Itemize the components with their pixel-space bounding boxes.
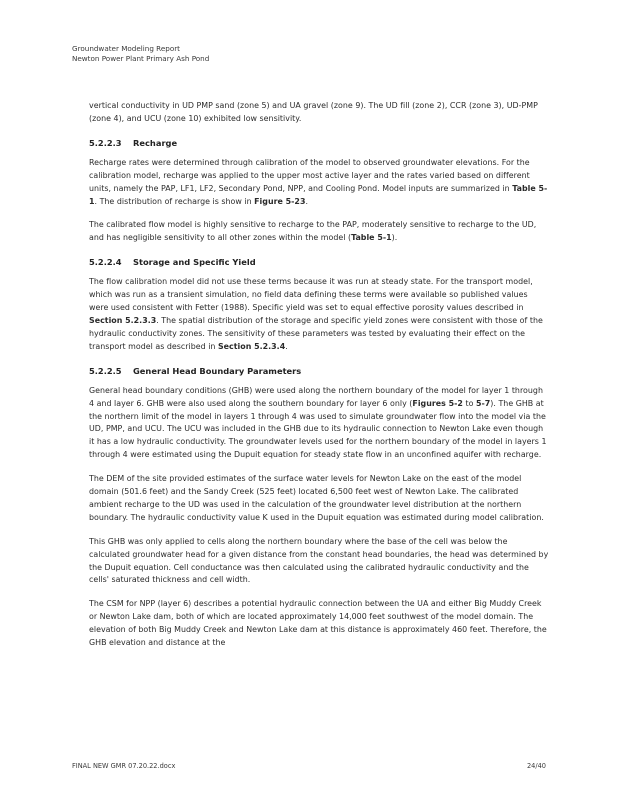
section-5-2-2-3-heading [89, 137, 549, 149]
section-title: Recharge [133, 137, 178, 148]
text-run: The flow calibration model did not use these terms because it was run at steady state. For the transport model, which was run as a transient simulation, no field data defining these terms were available so published values were used consistent with Fetter (1988). Specific yield was set to equal effective porosity values described in [89, 277, 533, 313]
figure-reference: 5-7 [475, 398, 491, 408]
figure-reference: Figures 5-2 [412, 398, 463, 408]
text-run: . [305, 196, 308, 206]
text-run: Recharge rates were determined through calibration of the model to observed groundwater elevations. For the calibration model, recharge was applied to the upper most active layer and the rates varied based on different units, namely the PAP, LF1, LF2, Secondary Pond, NPP, and Cooling Pond. Model inputs are summarized in [89, 157, 530, 193]
body-text [89, 100, 549, 661]
section-5-2-2-4-heading [89, 256, 549, 268]
ghb-paragraph-3: This GHB was only applied to cells along the northern boundary where the base of the cell was below the calculated groundwater head for a given distance from the constant head boundaries, the head was determined by the Dupuit equation. Cell conductance was then calculated using the calibrated hydraulic conductivity and the cells' saturated thickness and cell width. [89, 536, 549, 585]
text-run: . The spatial distribution of the storage and specific yield zones were consistent with those of the hydraulic conductivity zones. The sensitivity of these parameters was tested by evaluating their effect on the transport model as described in [89, 315, 543, 351]
storage-paragraph-1 [89, 276, 549, 353]
table-reference: Table 5-1 [89, 183, 548, 206]
section-title: General Head Boundary Parameters [133, 365, 302, 376]
ghb-paragraph-4: The CSM for NPP (layer 6) describes a potential hydraulic connection between the UA and either Big Muddy Creek or Newton Lake dam, both of which are located approximately 14,000 feet southwest of the model domain. The elevation of both Big Muddy Creek and Newton Lake dam at this distance is approximately 460 feet. Therefore, the GHB elevation and distance at the [89, 599, 547, 648]
text-run: ). The GHB at the northern limit of the model in layers 1 through 4 was used to simulate groundwater flow into the model via the UD, PMP, and UCU. The UCU was included in the GHB due to its hydraulic connection to Newton Lake even though it has a low hydraulic conductivity. The groundwater levels used for the northern boundary of the model in layers 1 through 4 were estimated using the Dupuit equation for steady state flow in an unconfined aquifer with recharge. [89, 398, 547, 460]
page-footer [72, 761, 546, 771]
section-number: 5.2.2.3 [89, 137, 122, 148]
section-title: Storage and Specific Yield [133, 257, 256, 268]
section-reference: Section 5.2.3.4 [217, 341, 286, 351]
recharge-paragraph-2 [89, 219, 549, 245]
text-run: ). [391, 233, 398, 243]
section-5-2-2-5-heading [89, 365, 549, 377]
footer-page-number: 24/40 [526, 762, 546, 770]
header-report-title: Groundwater Modeling Report [72, 44, 181, 53]
text-run: The calibrated flow model is highly sensitive to recharge to the PAP, moderately sensitive to recharge to the UD, and has negligible sensitivity to all other zones within the model ( [89, 220, 537, 243]
ghb-paragraph-2: The DEM of the site provided estimates of the surface water levels for Newton Lake on the east of the model domain (501.6 feet) and the Sandy Creek (525 feet) located 6,500 feet west of Newton Lake. The calibrated ambient recharge to the UD was used in the calculation of the groundwater level distribution at the northern boundary. The hydraulic conductivity value K used in the Dupuit equation was estimated during model calibration. [89, 474, 544, 522]
figure-reference: Figure 5-23 [254, 196, 306, 206]
recharge-paragraph-1 [89, 157, 549, 209]
text-run: General head boundary conditions (GHB) were used along the northern boundary of the model for layer 1 through 4 and layer 6. GHB were also used along the southern boundary for layer 6 only ( [89, 385, 543, 408]
table-reference: Table 5-1 [351, 233, 392, 243]
ghb-paragraph-1 [89, 385, 549, 462]
section-number: 5.2.2.5 [89, 365, 122, 376]
section-reference: Section 5.2.3.3 [89, 315, 157, 325]
text-run: . [285, 341, 288, 351]
header-site-name: Newton Power Plant Primary Ash Pond [72, 54, 210, 63]
text-run: to [462, 398, 476, 408]
intro-paragraph: vertical conductivity in UD PMP sand (zone 5) and UA gravel (zone 9). The UD fill (zone 2), CCR (zone 3), UD-PMP (zone 4), and UCU (zone 10) exhibited low sensitivity. [89, 101, 538, 123]
footer-filename: FINAL NEW GMR 07.20.22.docx [72, 762, 176, 770]
running-header [72, 44, 209, 64]
text-run: . The distribution of recharge is show in [94, 196, 255, 206]
section-number: 5.2.2.4 [89, 257, 122, 268]
